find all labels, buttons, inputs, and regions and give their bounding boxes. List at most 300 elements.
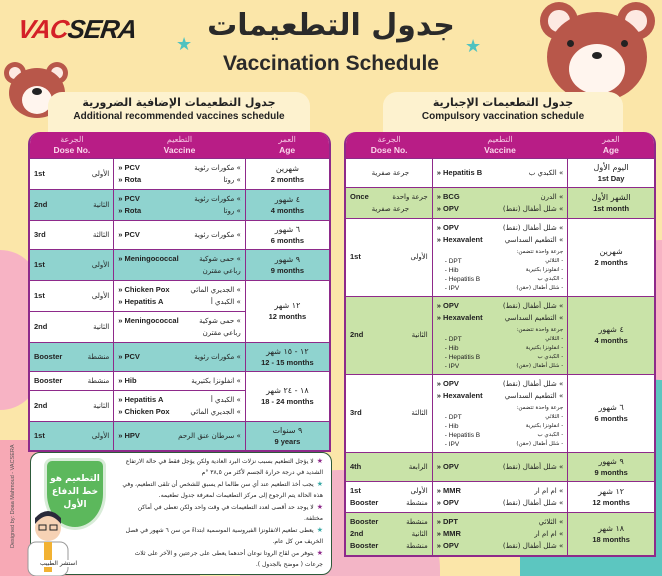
dose-line [350, 497, 428, 509]
vaccine-ar: » مكورات رئوية [194, 352, 241, 361]
note-bullet-icon: ★ [316, 526, 323, 534]
vaccine-en: » OPV [436, 203, 459, 213]
vaccine-ar: » الكبدي أ [210, 297, 241, 306]
dose-cell [346, 512, 432, 555]
dose-ar: جرعة صفرية [371, 204, 410, 213]
dose-ar: الثانية [93, 401, 110, 410]
age-en: 9 years [274, 436, 301, 446]
dose-en: 4th [350, 461, 362, 471]
components-intro: جرعة واحدة تتضمن: [516, 404, 564, 411]
vaccine-line [437, 222, 564, 234]
dose-line [350, 251, 428, 263]
table-row [30, 371, 329, 390]
dose-en: 2nd [350, 528, 364, 538]
column-header-en: Vaccine [163, 144, 196, 155]
additional-title-ar: جدول التطعيمات الإضافية الضرورية [82, 96, 276, 109]
table-row [346, 374, 654, 452]
vaccine-en: » PCV [118, 162, 140, 172]
vaccine-ar: » روتا [223, 206, 241, 215]
dose-en: 1st [34, 168, 45, 178]
designer-credit: Designed by: Doaa Mahmoud - VACSERA [10, 444, 16, 548]
age-en: 12 months [592, 497, 630, 507]
dose-ar: منشطة [406, 541, 428, 550]
component-en: - Hepatitis B [444, 431, 481, 439]
dose-line [350, 485, 428, 497]
vaccine-en: » HPV [118, 430, 140, 440]
vaccine-line [118, 174, 241, 186]
vaccine-cell [114, 421, 246, 450]
component-en: - Hib [444, 266, 459, 274]
note-item [119, 525, 323, 547]
vaccine-ar: رباعي مقترن [202, 328, 241, 337]
column-header-ar: العمر [602, 134, 620, 144]
vaccine-en: » OPV [436, 222, 459, 232]
dose-ar: منشطة [406, 517, 428, 526]
age-en: 12 - 15 months [261, 357, 314, 367]
dose-ar: الثالثة [92, 230, 110, 239]
vaccine-en: » OPV [436, 497, 459, 507]
vaccine-line [118, 394, 241, 406]
vaccine-line [437, 191, 564, 203]
vaccine-line [118, 162, 241, 174]
age-ar: اليوم الأول [593, 162, 629, 172]
additional-title-en: Additional recommended vaccines schedule [73, 111, 285, 122]
vaccine-line [437, 528, 564, 540]
vaccine-ar: » الثلاثي [538, 517, 564, 526]
vaccine-en: » Hexavalent [436, 312, 483, 322]
dose-en: 1st [34, 430, 45, 440]
vaccine-cell [114, 249, 246, 280]
hexavalent-components [437, 402, 564, 449]
age-ar: ١٢ شهر [274, 301, 301, 310]
vaccine-en: » OPV [436, 540, 459, 550]
table-row [30, 342, 329, 371]
vaccine-cell [432, 158, 568, 187]
dose-cell [346, 481, 432, 512]
table-row [346, 296, 654, 374]
vaccine-cell [114, 311, 246, 342]
vacsera-logo: VACSERA [15, 14, 139, 44]
table-row [346, 481, 654, 512]
vaccine-cell [432, 187, 568, 218]
column-header-age [568, 132, 654, 158]
compulsory-vaccines-table [344, 132, 656, 557]
age-cell [245, 280, 329, 342]
note-text: يجب أخذ التطعيم عند أي سن طالما لم يسبق للشخص أن تلقى التطعيم، وفي هذه الحالة يتم الرجوع إلى مركز التطعيمات لمعرفة جدول تطعيمه. [122, 481, 323, 499]
components-intro: جرعة واحدة تتضمن: [516, 326, 564, 333]
age-en: 4 months [270, 205, 305, 215]
vaccine-ar: » الكبدي ب [528, 168, 564, 177]
dose-en: 1st [350, 485, 361, 495]
age-ar: ٤ شهور [274, 194, 300, 204]
vaccine-line [437, 234, 564, 246]
vaccine-ar: » الجديري المائي [190, 285, 241, 294]
dose-en: 1st [350, 252, 361, 261]
vaccine-line [437, 378, 564, 390]
star-icon: ★ [465, 36, 482, 56]
age-ar: ٦ شهور [598, 403, 624, 412]
note-bullet-icon: ★ [316, 480, 323, 488]
note-bullet-icon: ★ [316, 549, 323, 557]
component-ar: - شلل أطفال (حقن) [516, 284, 564, 291]
age-cell [245, 371, 329, 421]
dose-ar: الثانية [411, 529, 428, 538]
age-cell [568, 452, 654, 481]
components-intro: جرعة واحدة تتضمن: [516, 248, 564, 255]
age-ar: ٩ شهور [598, 456, 624, 466]
vaccine-ar: » مكورات رئوية [194, 194, 241, 203]
dose-line [350, 540, 428, 552]
vaccine-ar: » روتا [223, 175, 241, 184]
dose-ar: الثالثة [411, 409, 428, 417]
column-header-en: Dose No. [53, 144, 91, 155]
vaccine-ar: » مكورات رئوية [194, 230, 241, 239]
dose-en: 2nd [34, 400, 48, 410]
component-en: - DPT [444, 257, 462, 265]
note-item [119, 548, 323, 570]
note-text: يتوفر من لقاح الروتا نوعان أحدهما يعطى على جرعتين و الآخر على ثلاث جرعات ( موضح بالجدول ). [134, 550, 323, 568]
column-header-vaccine [114, 132, 246, 158]
star-icon: ★ [176, 34, 193, 54]
vaccine-ar: » التطعيم السداسي [504, 235, 564, 244]
dose-en: Booster [34, 375, 63, 385]
column-header-en: Vaccine [484, 144, 516, 155]
vaccine-cell [114, 371, 246, 390]
age-en: 6 months [594, 414, 628, 423]
age-en: 18 months [592, 534, 630, 544]
age-en: 1st month [593, 203, 630, 213]
table-row [30, 189, 329, 220]
age-en: 9 months [270, 265, 305, 275]
table-row [30, 220, 329, 249]
column-header-ar: التطعيم [166, 134, 193, 144]
note-bullet-icon: ★ [316, 457, 323, 465]
dose-ar: الأولى [91, 291, 110, 300]
age-ar: ١٢ - ١٥ شهر [266, 346, 309, 356]
component-ar: - الكبدي ب [537, 275, 564, 282]
age-cell [245, 158, 329, 189]
vaccine-en: » OPV [436, 378, 459, 388]
dose-ar: منشطة [87, 376, 110, 385]
column-header-en: Age [279, 144, 296, 155]
age-en: 18 - 24 months [261, 397, 314, 406]
age-cell [568, 296, 654, 374]
vaccine-en: » PCV [118, 193, 140, 203]
vaccine-cell [432, 374, 568, 452]
vaccine-ar: » حمى شوكية [199, 254, 241, 263]
age-ar: ١٨ شهر [598, 523, 625, 533]
component-ar: - انفلونزا بكتيرية [525, 266, 564, 273]
vaccine-ar: » شلل أطفال (نقط) [502, 498, 564, 507]
dose-en: 1st [34, 259, 45, 269]
vaccine-line [437, 497, 564, 509]
table-row [30, 280, 329, 311]
age-ar: ٦ شهور [274, 224, 300, 234]
dose-line [350, 407, 428, 419]
age-cell [568, 187, 654, 218]
vaccine-line [118, 315, 241, 327]
dose-en: Booster [350, 497, 379, 507]
vaccine-en: » OPV [436, 461, 459, 471]
dose-ar: الثانية [411, 331, 428, 339]
column-header-ar: التطعيم [487, 134, 513, 144]
note-item [119, 456, 323, 478]
vaccine-cell [114, 390, 246, 421]
note-text: لا يوجد حد أقصى لعدد التطعيمات في وقت واحد ولكن تعطى في أماكن مختلفة. [137, 504, 323, 522]
component-en: - Hepatitis B [444, 275, 481, 283]
dose-line [34, 259, 109, 271]
age-cell [568, 158, 654, 187]
bear-illustration [535, 0, 660, 105]
dose-line [34, 199, 109, 211]
dose-cell [346, 218, 432, 296]
dose-cell [346, 187, 432, 218]
age-ar: ١٢ شهر [598, 486, 625, 496]
page-title-ar: جدول التطعيمات [207, 8, 455, 43]
components-en [445, 404, 480, 449]
dose-cell [30, 421, 114, 450]
vaccine-line [118, 430, 241, 442]
dose-ar: الأولى [91, 431, 110, 440]
dose-cell [346, 452, 432, 481]
dose-ar: الأولى [410, 253, 428, 261]
vaccine-ar: » التطعيم السداسي [504, 313, 564, 322]
vaccine-cell [432, 452, 568, 481]
vaccine-line [437, 485, 564, 497]
age-cell [245, 220, 329, 249]
vaccine-cell [114, 280, 246, 311]
vaccine-ar: » سرطان عنق الرحم [178, 431, 241, 440]
note-item [119, 502, 323, 524]
dose-line [34, 168, 109, 180]
component-ar: - الثلاثي [545, 257, 564, 264]
note-text: يعطى تطعيم الانفلونزا الفيروسية الموسمية ابتداءً من سن ٦ شهور في فصل الخريف من كل عام. [125, 527, 323, 545]
shield-badge: التطعيم هو خط الدفاع الأول [44, 458, 106, 530]
dose-ar: الأولى [410, 486, 428, 495]
vaccine-line [118, 193, 241, 205]
dose-ar: جرعة واحدة [392, 192, 428, 201]
vaccine-ar: » حمى شوكية [199, 316, 241, 325]
table-row [346, 512, 654, 555]
vaccine-en: » Chicken Pox [118, 406, 170, 416]
compulsory-title-en: Compulsory vaccination schedule [421, 111, 585, 122]
page-title-en: Vaccination Schedule [223, 52, 439, 75]
component-en: - IPV [444, 362, 460, 370]
vaccine-line [437, 203, 564, 215]
vaccine-cell [432, 512, 568, 555]
table-row [346, 158, 654, 187]
doctor-label: استشر الطبيب [40, 560, 78, 567]
vaccine-en: » DPT [436, 516, 458, 526]
age-ar: ٤ شهور [598, 325, 624, 334]
component-en: - IPV [444, 284, 460, 292]
age-cell [245, 249, 329, 280]
schedule-table [30, 132, 329, 450]
vaccine-en: » OPV [436, 300, 459, 310]
age-ar: ٩ سنوات [272, 425, 303, 435]
age-en: 4 months [594, 336, 628, 345]
dose-line [350, 167, 428, 179]
age-cell [568, 218, 654, 296]
vaccine-en: » Meningococcal [118, 315, 179, 325]
dose-en: Booster [34, 351, 63, 361]
column-header-en: Dose No. [370, 144, 408, 155]
age-cell [245, 342, 329, 371]
dose-line [34, 229, 109, 241]
dose-en: Booster [350, 516, 379, 526]
note-text: لا يؤجل التطعيم بسبب نزلات البرد العادية ولكن يؤجل فقط في حالة الارتفاع الشديد في درجة حرارة الجسم لأكثر من ٣٨,٥ °م [125, 458, 323, 476]
dose-cell [30, 371, 114, 390]
vaccine-en: » Hib [118, 375, 137, 385]
age-ar: الشهر الأول [591, 192, 631, 202]
dose-line [350, 203, 428, 215]
component-ar: - الثلاثي [545, 335, 564, 342]
dose-ar: جرعة صفرية [371, 168, 410, 177]
vaccine-en: » Hepatitis A [118, 394, 164, 404]
vaccine-line [118, 351, 241, 363]
table-row [346, 218, 654, 296]
component-ar: - الكبدي ب [537, 431, 564, 438]
dose-line [34, 321, 109, 333]
vaccine-en: » PCV [118, 351, 140, 361]
vaccine-ar: » انفلونزا بكتيرية [191, 376, 241, 385]
age-en: 2 months [594, 258, 628, 267]
column-header-ar: العمر [278, 134, 296, 144]
component-ar: - الكبدي ب [537, 353, 564, 360]
vaccine-en: » PCV [118, 229, 140, 239]
dose-ar: الأولى [91, 169, 110, 178]
vaccine-line [118, 229, 241, 241]
age-cell [568, 512, 654, 555]
age-en: 1st Day [597, 173, 625, 183]
vaccine-en: » Rota [118, 174, 142, 184]
component-en: - DPT [444, 335, 462, 343]
component-en: - Hib [444, 422, 459, 430]
dose-en: Booster [350, 540, 379, 550]
hexavalent-components [437, 324, 564, 371]
component-en: - Hib [444, 344, 459, 352]
vaccine-ar: » شلل أطفال (نقط) [502, 541, 564, 550]
vaccine-ar: » شلل أطفال (نقط) [502, 223, 564, 232]
component-ar: - الثلاثي [545, 413, 564, 420]
dose-cell [346, 374, 432, 452]
vaccine-line [118, 375, 241, 387]
vaccine-en: » Hexavalent [436, 234, 483, 244]
dose-ar: الثانية [93, 322, 110, 331]
age-en: 9 months [594, 467, 628, 477]
component-en: - DPT [444, 413, 462, 421]
vaccine-line [118, 296, 241, 308]
dose-line [34, 351, 109, 363]
vaccine-line [437, 167, 564, 179]
table-header-row [30, 132, 329, 158]
components-ar [516, 404, 563, 449]
vaccine-en: » BCG [436, 191, 460, 201]
dose-cell [346, 158, 432, 187]
vaccine-line [437, 516, 564, 528]
components-en [445, 326, 480, 371]
component-ar: - انفلونزا بكتيرية [525, 422, 564, 429]
vaccine-cell [432, 481, 568, 512]
vaccine-ar: » ام ام ار [534, 486, 564, 495]
dose-cell [30, 220, 114, 249]
age-ar: ١٨ - ٢٤ شهر [266, 386, 309, 395]
vaccine-en: » MMR [436, 485, 461, 495]
additional-vaccines-table [28, 132, 331, 452]
vaccine-ar: » شلل أطفال (نقط) [502, 301, 564, 310]
vaccine-ar: » مكورات رئوية [194, 163, 241, 172]
dose-cell [30, 158, 114, 189]
vaccine-line [118, 406, 241, 418]
age-ar: شهرين [275, 163, 299, 173]
vaccine-cell [114, 158, 246, 189]
age-cell [245, 189, 329, 220]
dose-ar: الأولى [91, 260, 110, 269]
vaccine-ar: » شلل أطفال (نقط) [502, 379, 564, 388]
dose-cell [30, 390, 114, 421]
vaccine-ar: » الجديري المائي [190, 407, 241, 416]
dose-cell [30, 311, 114, 342]
vaccine-line [118, 265, 241, 277]
vaccine-en: » Hepatitis B [436, 167, 483, 177]
vaccine-ar: » الدرن [540, 192, 564, 201]
dose-line [34, 375, 109, 387]
dose-line [34, 430, 109, 442]
vaccine-ar: » التطعيم السداسي [504, 391, 564, 400]
dose-en: 3rd [350, 408, 362, 417]
dose-cell [346, 296, 432, 374]
compulsory-title-ar: جدول التطعيمات الإجبارية [432, 96, 574, 109]
dose-cell [30, 280, 114, 311]
column-header-vaccine [432, 132, 568, 158]
components-ar [516, 326, 563, 371]
vaccine-ar: » شلل أطفال (نقط) [502, 204, 564, 213]
vaccine-en: » Hexavalent [436, 390, 483, 400]
vaccine-en: » Meningococcal [118, 253, 179, 263]
component-en: - Hepatitis B [444, 353, 481, 361]
vaccine-line [118, 327, 241, 339]
column-header-ar: الجرعة [60, 134, 84, 144]
vaccine-line [118, 253, 241, 265]
vaccine-line [437, 300, 564, 312]
dose-line [350, 191, 428, 203]
vaccine-en: » Chicken Pox [118, 284, 170, 294]
vaccine-cell [114, 342, 246, 371]
dose-ar: الرابعة [408, 462, 428, 471]
dose-ar: منشطة [406, 498, 428, 507]
age-ar: شهرين [599, 247, 623, 256]
column-header-en: Age [602, 144, 619, 155]
dose-ar: الثانية [93, 200, 110, 209]
vaccine-en: » Hepatitis A [118, 296, 164, 306]
column-header-age [245, 132, 329, 158]
component-ar: - شلل أطفال (حقن) [516, 440, 564, 447]
vaccine-line [437, 461, 564, 473]
dose-en: 3rd [34, 229, 46, 239]
table-header-row [346, 132, 654, 158]
dose-cell [30, 189, 114, 220]
dose-line [350, 329, 428, 341]
dose-cell [30, 249, 114, 280]
note-bullet-icon: ★ [316, 503, 323, 511]
vaccine-ar: » ام ام ار [534, 529, 564, 538]
dose-en: 2nd [34, 321, 48, 331]
table-row [30, 421, 329, 450]
dose-en: Once [350, 191, 369, 201]
component-ar: - انفلونزا بكتيرية [525, 344, 564, 351]
age-en: 12 months [268, 312, 307, 321]
age-cell [568, 481, 654, 512]
